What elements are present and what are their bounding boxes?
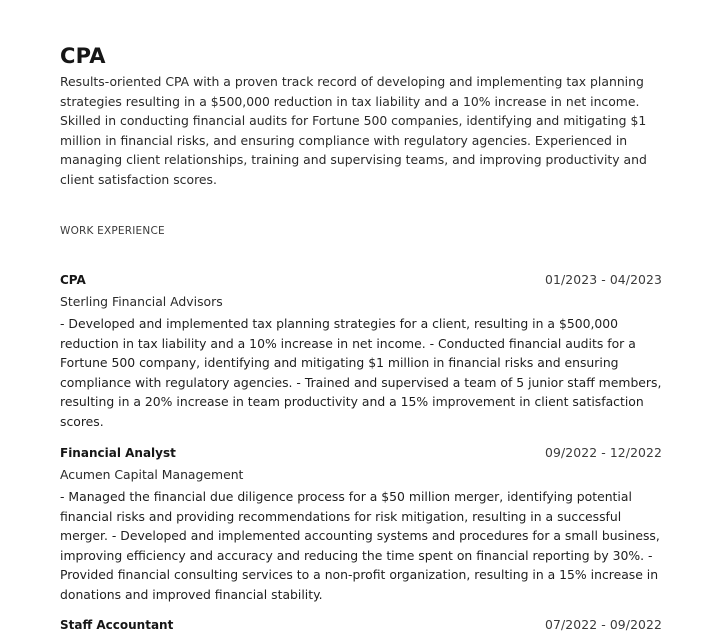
job-dates: 07/2022 - 09/2022 (545, 617, 662, 632)
job-entry-staff-accountant (60, 615, 662, 635)
job-title: CPA (60, 273, 86, 287)
job-title: Financial Analyst (60, 446, 176, 460)
job-description: - Developed and implemented tax planning strategies for a client, resulting in a $500,000 reduction in tax liability and a 10% increase in net income. - Conducted financial audits for a Fortune 500 company, identifying and mitigating $1 million in financial risks and ensuring compliance with regulatory agencies. - Trained and supervised a team of 5 junior staff members, resulting in a 20% increase in team productivity and a 15% improvement in client satisfaction scores. (60, 316, 662, 429)
job-header (60, 270, 662, 290)
job-dates: 09/2022 - 12/2022 (545, 445, 662, 460)
job-header (60, 615, 662, 635)
page-title: CPA (60, 44, 106, 68)
job-company: Sterling Financial Advisors (60, 294, 223, 309)
job-company: Acumen Capital Management (60, 467, 244, 482)
job-title: Staff Accountant (60, 618, 174, 632)
job-entry-financial-analyst (60, 443, 662, 605)
section-heading-work-experience: WORK EXPERIENCE (60, 225, 165, 237)
job-dates: 01/2023 - 04/2023 (545, 272, 662, 287)
job-description: - Managed the financial due diligence process for a $50 million merger, identifying potential financial risks and providing recommendations for risk mitigation, resulting in a successful merger. - Developed and implemented accounting systems and procedures for a small business, improving efficiency and accuracy and reducing the time spent on financial reporting by 30%. - Provided financial consulting services to a non-profit organization, resulting in a 15% increase in donations and improved financial stability. (60, 489, 660, 602)
job-entry-cpa (60, 270, 662, 432)
job-header (60, 443, 662, 463)
profile-summary: Results-oriented CPA with a proven track record of developing and implementing tax planning strategies resulting in a $500,000 reduction in tax liability and a 10% increase in net income. Skilled in conducting financial audits for Fortune 500 companies, identifying and mitigating $1 million in financial risks, and ensuring compliance with regulatory agencies. Experienced in managing client relationships, training and supervising teams, and improving productivity and client satisfaction scores. (60, 74, 647, 187)
